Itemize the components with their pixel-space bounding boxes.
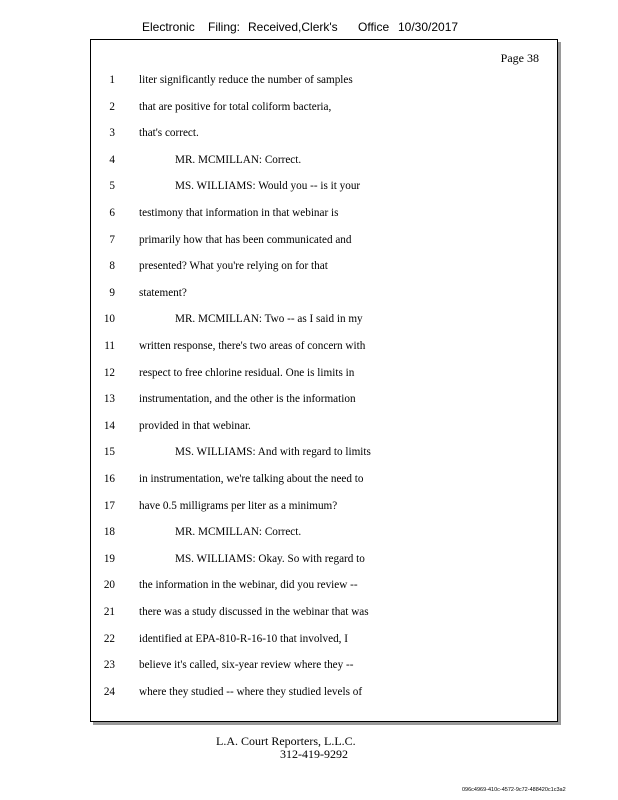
transcript-line — [91, 686, 557, 702]
line-text: MS. WILLIAMS: And with regard to limits — [175, 446, 371, 459]
line-text: respect to free chlorine residual. One is limits in — [139, 366, 355, 379]
transcript-line — [91, 659, 557, 675]
line-number: 8 — [109, 260, 115, 273]
transcript-line — [91, 101, 557, 117]
transcript-line — [91, 74, 557, 90]
transcript-line — [91, 579, 557, 595]
line-number: 15 — [103, 446, 115, 459]
line-number: 21 — [103, 606, 115, 618]
transcript-line — [91, 500, 557, 516]
line-number: 24 — [103, 685, 115, 698]
line-text: presented? What you're relying on for that — [139, 260, 328, 273]
line-number: 7 — [109, 233, 115, 246]
header-word-received-clerks: Received,Clerk's — [248, 20, 338, 34]
line-number: 3 — [109, 127, 115, 140]
line-text: identified at EPA-810-R-16-10 that involved, I — [139, 632, 349, 645]
line-text: liter significantly reduce the number of samples — [139, 74, 353, 86]
transcript-line — [91, 526, 557, 542]
line-number: 14 — [103, 419, 115, 432]
line-text: have 0.5 milligrams per liter as a minimum? — [139, 499, 338, 512]
transcript-line — [91, 606, 557, 622]
line-number: 9 — [109, 286, 115, 299]
court-reporter-phone: 312-419-9292 — [280, 747, 348, 761]
line-number: 2 — [109, 100, 115, 113]
line-number: 11 — [104, 340, 115, 352]
line-number: 6 — [109, 207, 115, 219]
transcript-line — [91, 367, 557, 383]
line-number: 17 — [103, 499, 115, 512]
document-hash: 096c4969-410c-4572-9c72-488420c1c3a2 — [462, 787, 566, 793]
header-word-office: Office — [358, 20, 390, 34]
transcript-line — [91, 553, 557, 569]
transcript-line — [91, 393, 557, 409]
line-number: 1 — [109, 74, 115, 86]
transcript-line — [91, 446, 557, 462]
line-text: written response, there's two areas of concern with — [139, 340, 366, 352]
line-text: MS. WILLIAMS: Would you -- is it your — [175, 180, 361, 193]
line-text: statement? — [139, 286, 187, 299]
transcript-line — [91, 420, 557, 436]
transcript-line — [91, 260, 557, 276]
line-text: primarily how that has been communicated and — [139, 233, 352, 246]
transcript-line — [91, 313, 557, 329]
line-number: 19 — [103, 552, 115, 565]
line-number: 23 — [103, 659, 115, 672]
transcript-line — [91, 154, 557, 170]
transcript-page-frame — [90, 39, 558, 722]
line-text: testimony that information in that webinar is — [139, 207, 339, 219]
line-text: where they studied -- where they studied levels of — [139, 685, 363, 698]
line-number: 16 — [103, 473, 115, 485]
line-number: 18 — [103, 526, 115, 539]
line-text: that's correct. — [139, 127, 199, 140]
line-number: 20 — [103, 579, 115, 592]
transcript-line — [91, 473, 557, 489]
transcript-line — [91, 633, 557, 649]
line-number: 4 — [109, 153, 115, 166]
line-text: there was a study discussed in the webinar that was — [139, 606, 369, 618]
line-number: 5 — [109, 180, 115, 193]
line-text: provided in that webinar. — [139, 419, 251, 432]
line-text: that are positive for total coliform bacteria, — [139, 100, 332, 113]
line-text: instrumentation, and the other is the information — [139, 393, 356, 406]
header-word-electronic: Electronic — [142, 20, 195, 34]
page-number: Page 38 — [500, 51, 539, 65]
line-number: 12 — [103, 366, 115, 379]
line-text: MR. MCMILLAN: Correct. — [175, 153, 302, 166]
transcript-line — [91, 340, 557, 356]
transcript-line — [91, 287, 557, 303]
court-reporter-name: L.A. Court Reporters, L.L.C. — [216, 734, 356, 748]
line-text: MS. WILLIAMS: Okay. So with regard to — [175, 552, 365, 565]
header-word-filing: Filing: — [208, 20, 241, 34]
line-text: the information in the webinar, did you review -- — [139, 579, 358, 592]
line-text: in instrumentation, we're talking about the need to — [139, 473, 364, 485]
line-number: 22 — [103, 632, 115, 645]
transcript-line — [91, 180, 557, 196]
transcript-line — [91, 207, 557, 223]
line-text: MR. MCMILLAN: Correct. — [175, 526, 302, 539]
line-number: 10 — [103, 313, 115, 326]
line-text: MR. MCMILLAN: Two -- as I said in my — [175, 313, 363, 326]
header-word-date: 10/30/2017 — [398, 20, 459, 34]
line-text: believe it's called, six-year review where they -- — [139, 659, 354, 672]
transcript-line — [91, 234, 557, 250]
line-number: 13 — [103, 393, 115, 406]
transcript-line — [91, 127, 557, 143]
